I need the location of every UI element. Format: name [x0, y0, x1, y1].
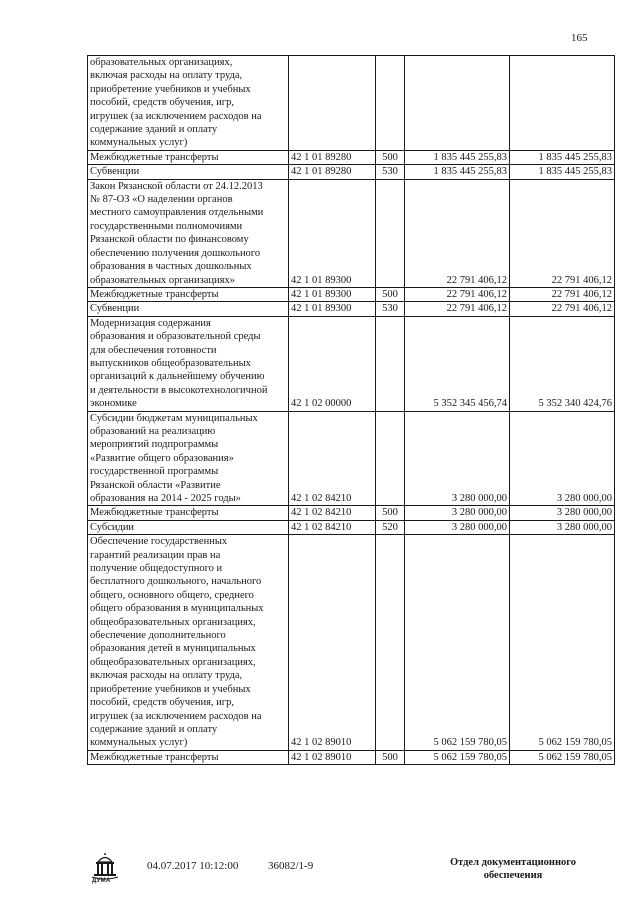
row-amount1-cell: 5 062 159 780,05	[405, 535, 510, 751]
table-row	[88, 411, 615, 506]
row-csr-cell: 42 1 01 89300	[289, 179, 376, 287]
row-vr-cell	[376, 179, 405, 287]
row-amount1-cell	[405, 56, 510, 151]
row-name-cell: Субсидии	[88, 520, 289, 534]
row-vr-cell: 500	[376, 150, 405, 164]
row-amount1-cell: 22 791 406,12	[405, 287, 510, 301]
row-name-cell: Субвенции	[88, 302, 289, 316]
row-vr-cell: 520	[376, 520, 405, 534]
row-vr-cell: 500	[376, 750, 405, 764]
row-csr-cell: 42 1 02 89010	[289, 750, 376, 764]
budget-table-body	[88, 56, 615, 765]
row-amount1-cell: 1 835 445 255,83	[405, 165, 510, 179]
row-amount1-cell: 3 280 000,00	[405, 411, 510, 506]
budget-table	[87, 55, 615, 765]
row-vr-cell: 530	[376, 302, 405, 316]
row-amount1-cell: 3 280 000,00	[405, 520, 510, 534]
row-vr-cell	[376, 316, 405, 411]
row-csr-cell: 42 1 02 84210	[289, 411, 376, 506]
footer-department: Отдел документационного обеспечения	[449, 857, 577, 881]
row-csr-cell: 42 1 02 84210	[289, 506, 376, 520]
page-footer	[0, 850, 640, 900]
footer-date: 04.07.2017 10:12:00	[147, 860, 239, 872]
row-amount2-cell: 1 835 445 255,83	[510, 150, 615, 164]
row-name-cell: Обеспечение государственных гарантий реализации прав на получение общедоступного и бесплатного дошкольного, начального общего, основного общего, среднего общего образования в муниципальных общеобразовательных организациях, обеспечение дополнительного образования детей в муниципальных общеобразовательных организациях, включая расходы на оплату труда, приобретение учебников и учебных пособий, средств обучения, игр, игрушек (за исключением расходов на содержание зданий и оплату коммунальных услуг)	[88, 535, 289, 751]
row-vr-cell	[376, 535, 405, 751]
row-name-cell: Межбюджетные трансферты	[88, 506, 289, 520]
row-name-cell: Модернизация содержания образования и образовательной среды для обеспечения готовности выпускников общеобразовательных организаций к дальнейшему обучению и деятельности в высокотехнологичной экономике	[88, 316, 289, 411]
row-amount2-cell: 5 062 159 780,05	[510, 535, 615, 751]
row-csr-cell: 42 1 02 00000	[289, 316, 376, 411]
row-name-cell: Закон Рязанской области от 24.12.2013 № 87-ОЗ «О наделении органов местного самоуправления отдельными государственными полномочиями Рязанской области по финансовому обеспечению получения дошкольного образования в частных дошкольных образовательных организациях»	[88, 179, 289, 287]
row-csr-cell	[289, 56, 376, 151]
row-amount1-cell: 3 280 000,00	[405, 506, 510, 520]
table-row	[88, 316, 615, 411]
row-amount2-cell: 3 280 000,00	[510, 520, 615, 534]
row-name-cell: Межбюджетные трансферты	[88, 287, 289, 301]
row-amount1-cell: 5 352 345 456,74	[405, 316, 510, 411]
row-amount2-cell	[510, 56, 615, 151]
table-row	[88, 302, 615, 316]
table-row	[88, 750, 615, 764]
row-amount1-cell: 1 835 445 255,83	[405, 150, 510, 164]
table-row	[88, 535, 615, 751]
row-amount2-cell: 1 835 445 255,83	[510, 165, 615, 179]
row-amount2-cell: 5 352 340 424,76	[510, 316, 615, 411]
row-csr-cell: 42 1 02 89010	[289, 535, 376, 751]
table-row	[88, 150, 615, 164]
row-csr-cell: 42 1 01 89280	[289, 165, 376, 179]
logo-caption: ДУМА	[92, 878, 111, 884]
row-csr-cell: 42 1 02 84210	[289, 520, 376, 534]
row-amount2-cell: 5 062 159 780,05	[510, 750, 615, 764]
row-amount2-cell: 3 280 000,00	[510, 411, 615, 506]
row-vr-cell: 500	[376, 287, 405, 301]
row-amount2-cell: 22 791 406,12	[510, 302, 615, 316]
row-vr-cell: 500	[376, 506, 405, 520]
table-row	[88, 520, 615, 534]
row-amount1-cell: 22 791 406,12	[405, 302, 510, 316]
table-row	[88, 287, 615, 301]
row-csr-cell: 42 1 01 89300	[289, 287, 376, 301]
table-row	[88, 165, 615, 179]
row-name-cell: Межбюджетные трансферты	[88, 750, 289, 764]
row-csr-cell: 42 1 01 89280	[289, 150, 376, 164]
row-name-cell: образовательных организациях, включая расходы на оплату труда, приобретение учебников и учебных пособий, средств обучения, игр, игрушек (за исключением расходов на содержание зданий и оплату коммунальных услуг)	[88, 56, 289, 151]
row-amount2-cell: 3 280 000,00	[510, 506, 615, 520]
row-vr-cell	[376, 411, 405, 506]
row-csr-cell: 42 1 01 89300	[289, 302, 376, 316]
row-vr-cell: 530	[376, 165, 405, 179]
row-amount2-cell: 22 791 406,12	[510, 179, 615, 287]
row-amount1-cell: 5 062 159 780,05	[405, 750, 510, 764]
table-row	[88, 179, 615, 287]
table-row	[88, 56, 615, 151]
row-name-cell: Субсидии бюджетам муниципальных образований на реализацию мероприятий подпрограммы «Развитие общего образования» государственной программы Рязанской области «Развитие образования на 2014 - 2025 годы»	[88, 411, 289, 506]
footer-doc-number: 36082/1-9	[268, 860, 314, 872]
row-vr-cell	[376, 56, 405, 151]
table-row	[88, 506, 615, 520]
page-number: 165	[571, 32, 588, 44]
row-name-cell: Межбюджетные трансферты	[88, 150, 289, 164]
row-name-cell: Субвенции	[88, 165, 289, 179]
row-amount2-cell: 22 791 406,12	[510, 287, 615, 301]
row-amount1-cell: 22 791 406,12	[405, 179, 510, 287]
